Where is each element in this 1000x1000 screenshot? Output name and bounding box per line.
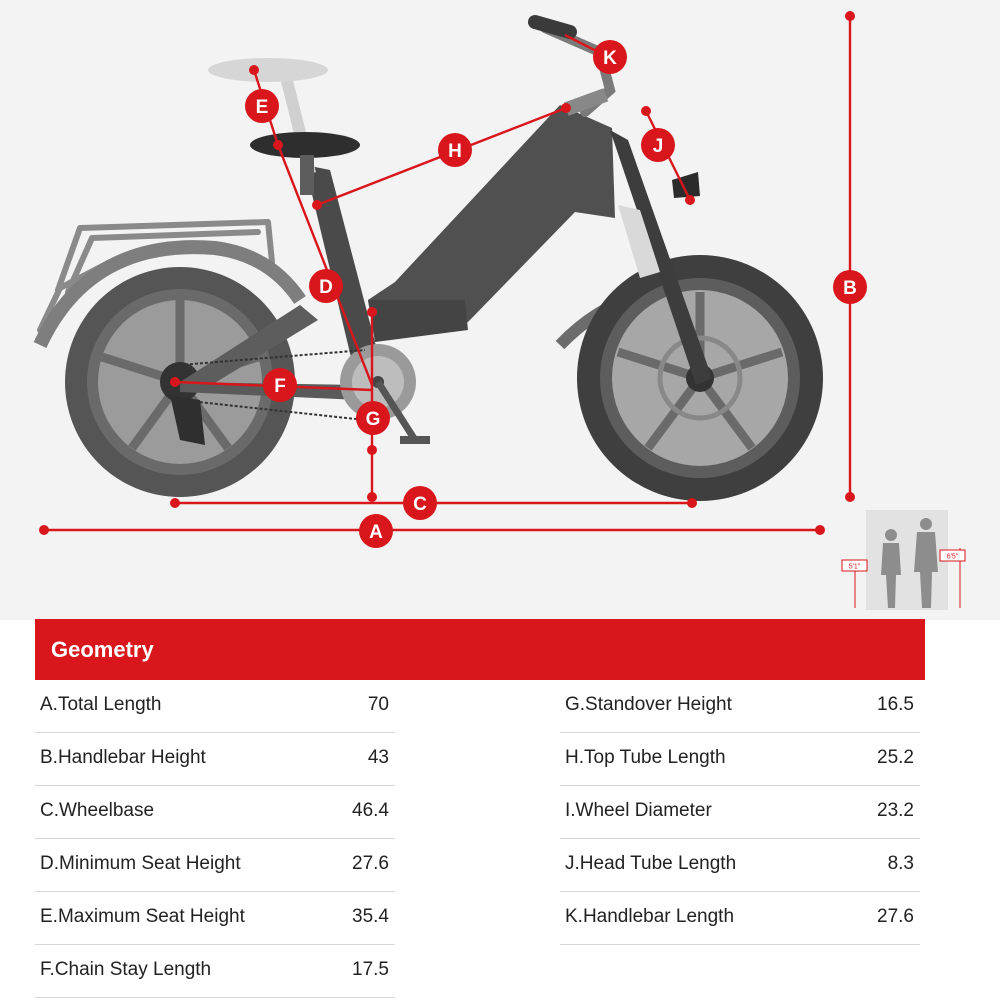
marker-label: J [652,136,664,157]
geometry-row-label: F.Chain Stay Length [40,959,212,980]
geometry-row [35,680,395,733]
geometry-row [35,945,395,998]
geometry-row-label: C.Wheelbase [40,800,155,821]
geometry-row-value: 25.2 [877,747,914,768]
geometry-row-label: B.Handlebar Height [40,747,206,768]
marker-label: K [603,48,617,69]
marker-e [245,89,279,123]
seat-assembly [208,58,360,195]
marker-k [593,40,627,74]
geometry-row-value: 23.2 [877,800,914,821]
geometry-row [35,839,395,892]
marker-c [403,486,437,520]
marker-g [356,401,390,435]
geometry-row-label: E.Maximum Seat Height [40,906,245,927]
marker-d [309,269,343,303]
geometry-row-label: D.Minimum Seat Height [40,853,241,874]
geometry-row-value: 70 [367,694,389,715]
geometry-title: Geometry [51,637,154,662]
geometry-row-value: 27.6 [352,853,389,874]
short-person-height: 5'1" [848,563,861,571]
geometry-row [560,839,920,892]
geometry-row-value: 16.5 [877,694,914,715]
marker-a [359,514,393,548]
geometry-row-value: 35.4 [352,906,389,927]
marker-label: A [369,522,383,543]
marker-label: B [843,278,857,299]
marker-label: G [365,409,381,430]
geometry-row-value: 43 [367,747,389,768]
marker-j [641,128,675,162]
geometry-row [560,680,920,733]
marker-label: E [255,97,269,118]
geometry-row-value: 27.6 [877,906,914,927]
marker-h [438,133,472,167]
geometry-row [560,786,920,839]
geometry-row [35,786,395,839]
marker-label: H [448,141,462,162]
tall-person-height: 6'5" [946,553,959,561]
marker-label: D [319,277,333,298]
marker-label: F [274,376,286,397]
geometry-row-label: I.Wheel Diameter [565,800,712,821]
geometry-row-value: 8.3 [887,853,914,874]
geometry-row-label: H.Top Tube Length [565,747,726,768]
geometry-row [35,733,395,786]
geometry-table-right [560,680,920,945]
marker-b [833,270,867,304]
geometry-header [35,619,925,680]
geometry-row-value: 46.4 [352,800,389,821]
geometry-row-label: J.Head Tube Length [565,853,737,874]
geometry-row-label: G.Standover Height [565,694,732,715]
geometry-row-value: 17.5 [352,959,389,980]
geometry-table-left [35,680,395,998]
geometry-row-label: K.Handlebar Length [565,906,735,927]
geometry-row-label: A.Total Length [40,694,162,715]
height-comparison [842,510,965,610]
marker-f [263,368,297,402]
geometry-row [560,892,920,945]
geometry-row [560,733,920,786]
geometry-row [35,892,395,945]
marker-label: C [413,494,427,515]
